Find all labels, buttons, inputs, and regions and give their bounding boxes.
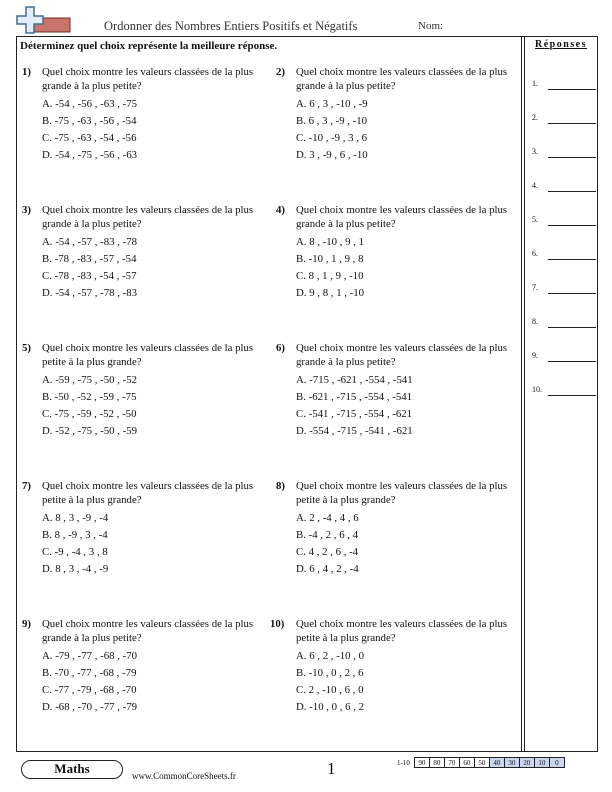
question-prompt: Quel choix montre les valeurs classées de la plus petite à la plus grande? bbox=[42, 480, 254, 507]
option-c: C. -541 , -715 , -554 , -621 bbox=[296, 407, 413, 420]
question-number: 1) bbox=[22, 66, 31, 78]
answer-blank-1[interactable] bbox=[532, 78, 596, 90]
option-a: A. -54 , -57 , -83 , -78 bbox=[42, 235, 138, 248]
option-c: C. 8 , 1 , 9 , -10 bbox=[296, 269, 364, 282]
option-b: B. -70 , -77 , -68 , -79 bbox=[42, 666, 137, 679]
answer-label: 2. bbox=[532, 113, 538, 122]
question-prompt: Quel choix montre les valeurs classées de la plus grande à la plus petite? bbox=[42, 66, 254, 93]
answer-label: 8. bbox=[532, 317, 538, 326]
option-a: A. -715 , -621 , -554 , -541 bbox=[296, 373, 413, 386]
option-a: A. 6 , 3 , -10 , -9 bbox=[296, 97, 368, 110]
answer-label: 6. bbox=[532, 249, 538, 258]
question-prompt: Quel choix montre les valeurs classées de la plus petite à la plus grande? bbox=[296, 618, 508, 645]
answer-label: 10. bbox=[532, 385, 542, 394]
question-prompt: Quel choix montre les valeurs classées de la plus petite à la plus grande? bbox=[296, 480, 508, 507]
score-cell: 0 bbox=[549, 758, 564, 768]
option-d: D. -54 , -57 , -78 , -83 bbox=[42, 286, 138, 299]
option-d: D. -52 , -75 , -50 , -59 bbox=[42, 424, 138, 437]
option-b: B. -10 , 1 , 9 , 8 bbox=[296, 252, 364, 265]
answer-label: 7. bbox=[532, 283, 538, 292]
question-number: 6) bbox=[276, 342, 285, 354]
question-number: 3) bbox=[22, 204, 31, 216]
instructions: Déterminez quel choix représente la meilleure réponse. bbox=[20, 40, 278, 52]
question-prompt: Quel choix montre les valeurs classées de la plus grande à la plus petite? bbox=[42, 204, 254, 231]
site-link[interactable]: www.CommonCoreSheets.fr bbox=[132, 771, 236, 781]
option-b: B. -621 , -715 , -554 , -541 bbox=[296, 390, 413, 403]
question-4 bbox=[276, 203, 516, 302]
answer-label: 9. bbox=[532, 351, 538, 360]
question-1 bbox=[22, 65, 262, 164]
question-prompt: Quel choix montre les valeurs classées de la plus grande à la plus petite? bbox=[296, 204, 508, 231]
question-number: 8) bbox=[276, 480, 285, 492]
question-7 bbox=[22, 479, 262, 578]
answer-blank-8[interactable] bbox=[532, 316, 596, 328]
score-cell: 30 bbox=[504, 758, 519, 768]
option-d: D. -54 , -75 , -56 , -63 bbox=[42, 148, 138, 161]
option-b: B. 6 , 3 , -9 , -10 bbox=[296, 114, 368, 127]
answer-blank-2[interactable] bbox=[532, 112, 596, 124]
option-a: A. -59 , -75 , -50 , -52 bbox=[42, 373, 138, 386]
score-cell: 50 bbox=[474, 758, 489, 768]
question-prompt: Quel choix montre les valeurs classées de la plus grande à la plus petite? bbox=[296, 66, 508, 93]
score-cell: 20 bbox=[519, 758, 534, 768]
option-d: D. 6 , 4 , 2 , -4 bbox=[296, 562, 359, 575]
option-a: A. 8 , 3 , -9 , -4 bbox=[42, 511, 109, 524]
score-range-label: 1-10 bbox=[397, 758, 410, 767]
option-a: A. 2 , -4 , 4 , 6 bbox=[296, 511, 359, 524]
option-b: B. 8 , -9 , 3 , -4 bbox=[42, 528, 108, 541]
brand-badge: Maths bbox=[21, 760, 123, 779]
answer-blank-10[interactable] bbox=[532, 384, 596, 396]
page-number: 1 bbox=[327, 759, 336, 778]
option-d: D. 9 , 8 , 1 , -10 bbox=[296, 286, 365, 299]
option-b: B. -50 , -52 , -59 , -75 bbox=[42, 390, 137, 403]
score-cell: 90 bbox=[414, 758, 429, 768]
question-number: 2) bbox=[276, 66, 285, 78]
option-b: B. -4 , 2 , 6 , 4 bbox=[296, 528, 359, 541]
question-prompt: Quel choix montre les valeurs classées de la plus grande à la plus petite? bbox=[296, 342, 508, 369]
answer-column-divider bbox=[521, 36, 525, 752]
answer-label: 3. bbox=[532, 147, 538, 156]
option-d: D. -68 , -70 , -77 , -79 bbox=[42, 700, 138, 713]
option-c: C. 2 , -10 , 6 , 0 bbox=[296, 683, 364, 696]
option-c: C. -77 , -79 , -68 , -70 bbox=[42, 683, 137, 696]
question-prompt: Quel choix montre les valeurs classées de la plus petite à la plus grande? bbox=[42, 342, 254, 369]
answer-blank-5[interactable] bbox=[532, 214, 596, 226]
option-c: C. -75 , -63 , -54 , -56 bbox=[42, 131, 137, 144]
answer-blank-9[interactable] bbox=[532, 350, 596, 362]
option-b: B. -75 , -63 , -56 , -54 bbox=[42, 114, 137, 127]
question-number: 10) bbox=[270, 618, 285, 630]
option-d: D. 3 , -9 , 6 , -10 bbox=[296, 148, 368, 161]
answer-label: 4. bbox=[532, 181, 538, 190]
question-number: 7) bbox=[22, 480, 31, 492]
option-b: B. -10 , 0 , 2 , 6 bbox=[296, 666, 364, 679]
answer-label: 5. bbox=[532, 215, 538, 224]
score-cell: 80 bbox=[429, 758, 444, 768]
option-d: D. 8 , 3 , -4 , -9 bbox=[42, 562, 109, 575]
option-b: B. -78 , -83 , -57 , -54 bbox=[42, 252, 137, 265]
score-cell: 60 bbox=[459, 758, 474, 768]
option-a: A. -79 , -77 , -68 , -70 bbox=[42, 649, 138, 662]
question-2 bbox=[276, 65, 516, 164]
plus-sign-logo-icon bbox=[16, 5, 72, 39]
score-cell: 10 bbox=[534, 758, 549, 768]
question-3 bbox=[22, 203, 262, 302]
option-c: C. -78 , -83 , -54 , -57 bbox=[42, 269, 137, 282]
option-c: C. -9 , -4 , 3 , 8 bbox=[42, 545, 108, 558]
answer-blank-3[interactable] bbox=[532, 146, 596, 158]
question-10 bbox=[270, 617, 510, 716]
option-c: C. -10 , -9 , 3 , 6 bbox=[296, 131, 368, 144]
answer-blank-6[interactable] bbox=[532, 248, 596, 260]
option-c: C. 4 , 2 , 6 , -4 bbox=[296, 545, 359, 558]
score-table bbox=[396, 757, 565, 768]
answer-label: 1. bbox=[532, 79, 538, 88]
question-5 bbox=[22, 341, 262, 440]
question-prompt: Quel choix montre les valeurs classées de la plus grande à la plus petite? bbox=[42, 618, 254, 645]
question-6 bbox=[276, 341, 516, 440]
option-c: C. -75 , -59 , -52 , -50 bbox=[42, 407, 137, 420]
option-a: A. -54 , -56 , -63 , -75 bbox=[42, 97, 138, 110]
question-number: 5) bbox=[22, 342, 31, 354]
question-9 bbox=[22, 617, 262, 716]
answers-heading: Réponses bbox=[534, 39, 587, 50]
score-cell: 40 bbox=[489, 758, 504, 768]
option-d: D. -554 , -715 , -541 , -621 bbox=[296, 424, 413, 437]
question-8 bbox=[276, 479, 516, 578]
name-label: Nom: bbox=[418, 20, 444, 32]
score-cell: 70 bbox=[444, 758, 459, 768]
worksheet-title: Ordonner des Nombres Entiers Positifs et Négatifs bbox=[104, 19, 358, 33]
option-a: A. 8 , -10 , 9 , 1 bbox=[296, 235, 365, 248]
option-a: A. 6 , 2 , -10 , 0 bbox=[296, 649, 365, 662]
answer-blank-7[interactable] bbox=[532, 282, 596, 294]
question-number: 4) bbox=[276, 204, 285, 216]
question-number: 9) bbox=[22, 618, 31, 630]
option-d: D. -10 , 0 , 6 , 2 bbox=[296, 700, 365, 713]
answer-blank-4[interactable] bbox=[532, 180, 596, 192]
